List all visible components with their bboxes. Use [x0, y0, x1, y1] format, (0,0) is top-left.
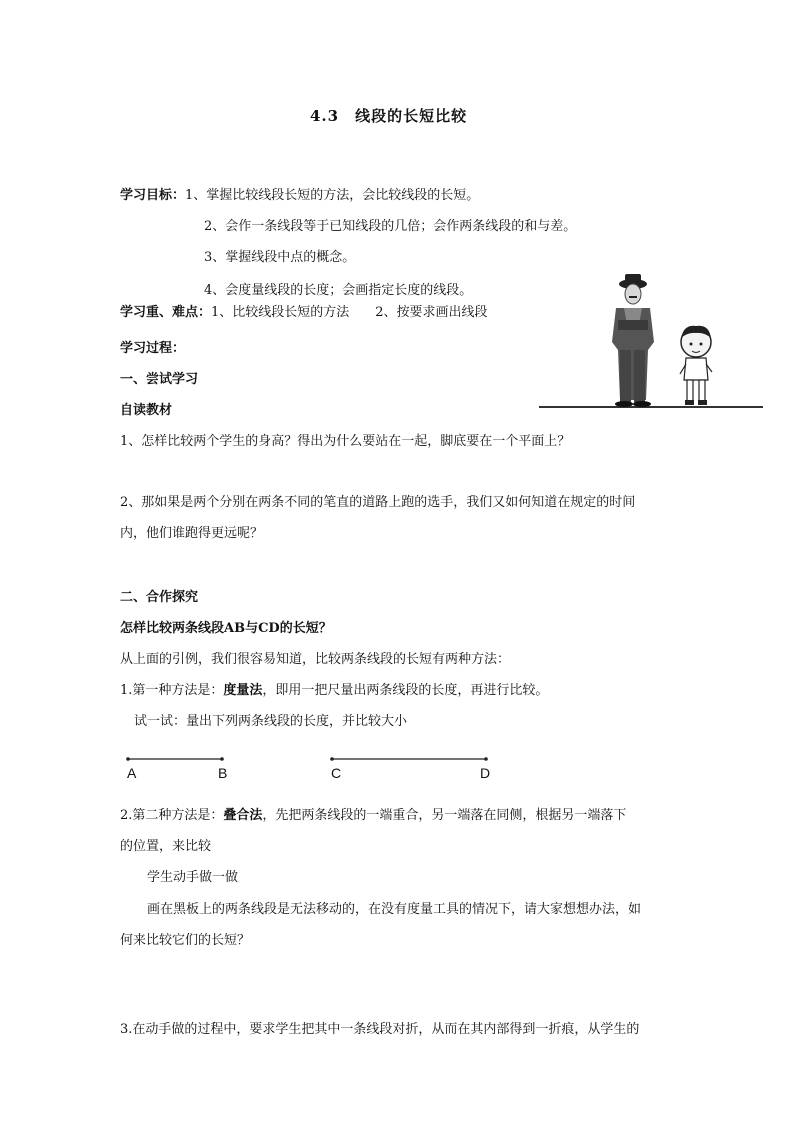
point-a: [126, 757, 130, 761]
blackboard-line-1: 画在黑板上的两条线段是无法移动的，在没有度量工具的情况下，请大家想想办法，如: [147, 902, 642, 917]
hands-on-heading: 学生动手做一做: [147, 870, 239, 885]
key-points: [120, 305, 488, 321]
question-2-line-2: 内，他们谁跑得更远呢？: [120, 526, 264, 541]
label-b: B: [218, 765, 228, 781]
label-a: A: [127, 765, 137, 781]
objective-item: 4、会度量线段的长度；会画指定长度的线段。: [204, 283, 473, 298]
label-d: D: [480, 765, 491, 781]
child-figure: [680, 326, 712, 405]
method-2-suffix: ，先把两条线段的一端重合，另一端落在同侧，根据另一端落下: [262, 808, 627, 823]
section2-intro: 从上面的引例，我们很容易知道，比较两条线段的长短有两种方法：: [120, 652, 511, 667]
blackboard-line-2: 何来比较它们的长短？: [120, 933, 251, 948]
segments-figure: [124, 754, 496, 764]
process-heading: 学习过程：: [120, 341, 186, 356]
question-2-line-1: 2、那如果是两个分别在两条不同的笔直的道路上跑的选手，我们又如何知道在规定的时间: [120, 495, 636, 510]
method-2-prefix: 2.第二种方法是：: [120, 808, 224, 823]
objective-item: 3、掌握线段中点的概念。: [204, 250, 356, 265]
try-it-prompt: 试一试：量出下列两条线段的长度，并比较大小: [134, 714, 408, 729]
key-points-label: 学习重、难点：: [120, 305, 212, 320]
item-3: 3.在动手做的过程中，要求学生把其中一条线段对折，从而在其内部得到一折痕，从学生的: [120, 1022, 640, 1037]
method-1: [120, 683, 548, 699]
method-2-name: 叠合法: [223, 808, 263, 823]
method-1-suffix: ，即用一把尺量出两条线段的长度，再进行比较。: [262, 683, 549, 698]
page-title: 4.3 线段的长短比较: [310, 107, 468, 125]
section1-heading: 一、尝试学习: [120, 372, 199, 387]
method-1-prefix: 1.第一种方法是：: [120, 683, 224, 698]
point-c: [330, 757, 334, 761]
objectives-label: 学习目标：: [120, 188, 186, 203]
method-2: [120, 808, 626, 824]
objective-item: 1、掌握比较线段长短的方法，会比较线段的长短。: [185, 188, 480, 203]
point-d: [484, 757, 488, 761]
label-c: C: [331, 765, 342, 781]
objective-item: 2、会作一条线段等于已知线段的几倍；会作两条线段的和与差。: [204, 219, 577, 234]
key-points-text: 1、比较线段长短的方法 2、按要求画出线段: [211, 305, 488, 320]
objectives-line-1: [120, 188, 479, 204]
section2-question: 怎样比较两条线段AB与CD的长短？: [120, 621, 332, 636]
tall-man-figure: [612, 274, 654, 407]
section2-heading: 二、合作探究: [120, 590, 199, 605]
method-2-line-2: 的位置，来比较: [120, 839, 212, 854]
method-1-name: 度量法: [223, 683, 263, 698]
section1-subheading: 自读教材: [120, 403, 173, 418]
height-comparison-illustration: [536, 272, 766, 414]
point-b: [220, 757, 224, 761]
question-1: 1、怎样比较两个学生的身高？得出为什么要站在一起，脚底要在一个平面上？: [120, 434, 571, 449]
